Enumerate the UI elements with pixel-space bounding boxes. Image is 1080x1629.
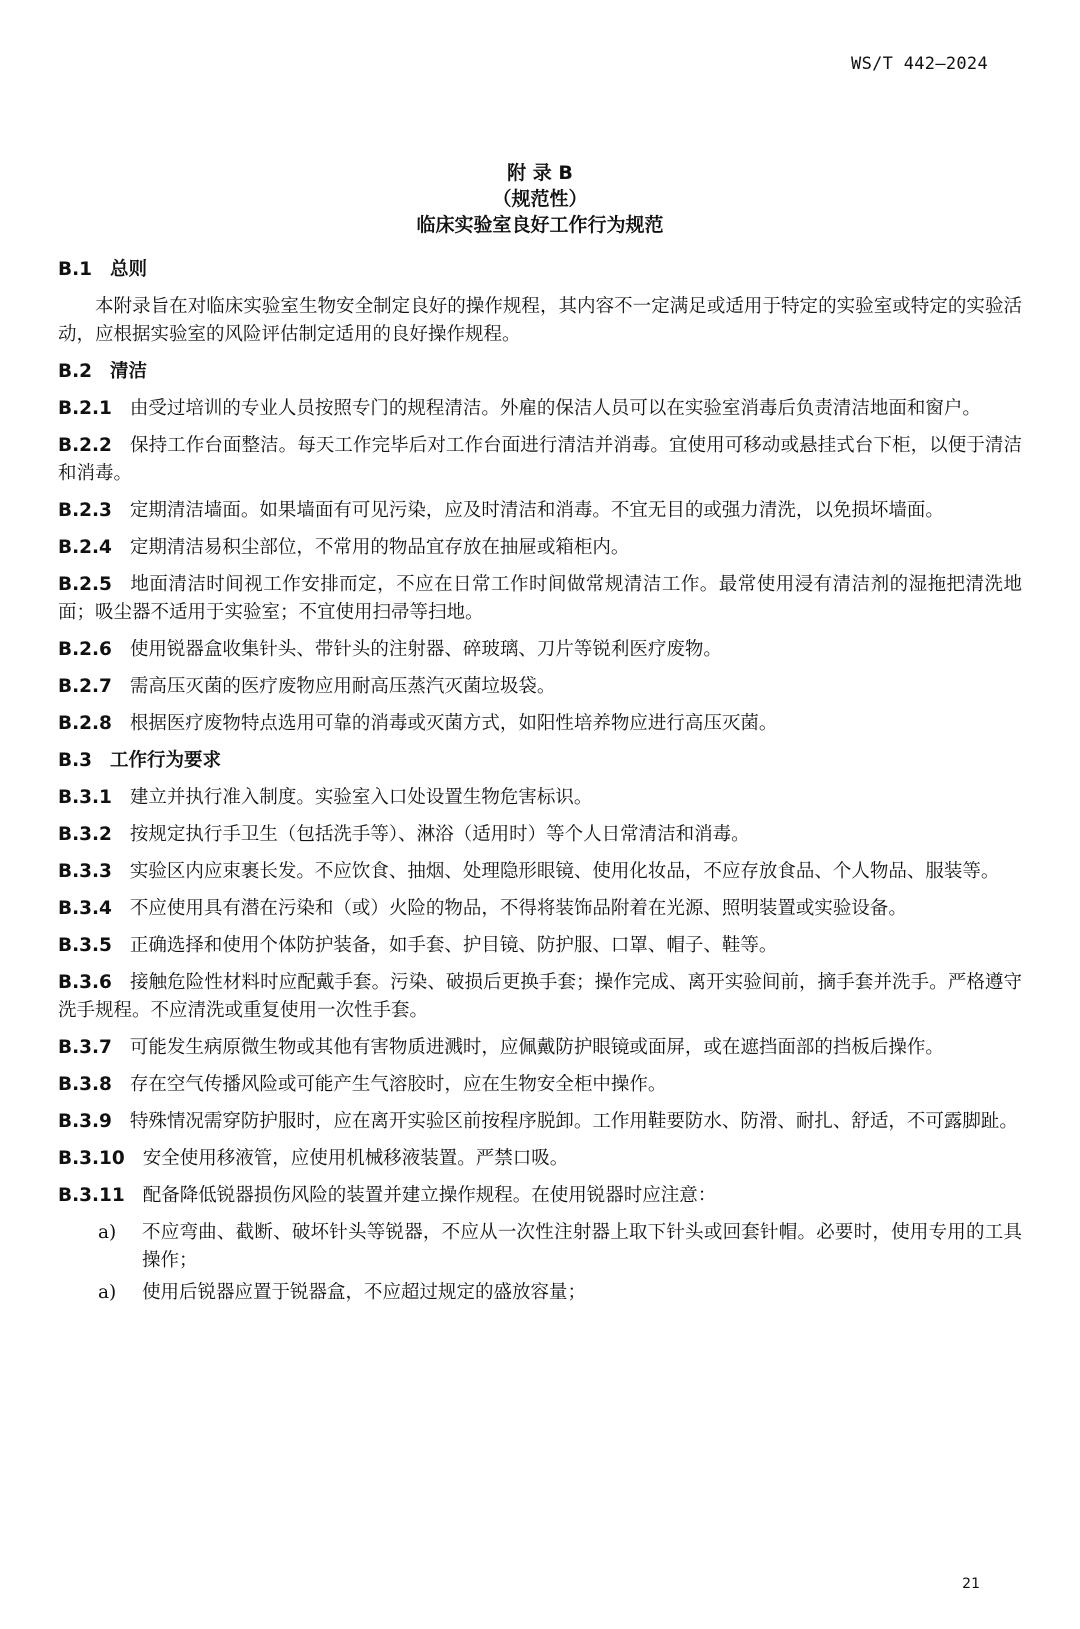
clause-text: 存在空气传播风险或可能产生气溶胶时，应在生物安全柜中操作。 — [129, 1074, 667, 1095]
clause-number: B.3.10 — [58, 1148, 125, 1169]
clause-paragraph — [58, 636, 1022, 664]
section-heading-b2 — [58, 358, 1022, 386]
clause-text: 配备降低锐器损伤风险的装置并建立操作规程。在使用锐器时应注意： — [142, 1185, 717, 1206]
clause-paragraph — [58, 571, 1022, 627]
clause-text: 按规定执行手卫生（包括洗手等）、淋浴（适用时）等个人日常清洁和消毒。 — [129, 824, 750, 845]
clause-text: 需高压灭菌的医疗废物应用耐高压蒸汽灭菌垃圾袋。 — [129, 676, 556, 697]
clause-number: B.2.5 — [58, 574, 112, 595]
clause-paragraph — [58, 534, 1022, 562]
clause-text: 根据医疗废物特点选用可靠的消毒或灭菌方式，如阳性培养物应进行高压灭菌。 — [129, 713, 778, 734]
section-heading-b1 — [58, 256, 1022, 284]
list-item-text: 不应弯曲、截断、破坏针头等锐器，不应从一次性注射器上取下针头或回套针帽。必要时，使用专用的工具操作； — [142, 1222, 1022, 1271]
appendix-label: 附 录 B — [507, 162, 573, 184]
clause-text: 使用锐器盒收集针头、带针头的注射器、碎玻璃、刀片等锐利医疗废物。 — [129, 639, 722, 660]
clause-text: 特殊情况需穿防护服时，应在离开实验区前按程序脱卸。工作用鞋要防水、防滑、耐扎、舒适，不可露脚趾。 — [129, 1111, 1018, 1132]
clause-text: 接触危险性材料时应配戴手套。污染、破损后更换手套；操作完成、离开实验间前，摘手套并洗手。严格遵守洗手规程。不应清洗或重复使用一次性手套。 — [58, 972, 1022, 1021]
clause-text: 安全使用移液管，应使用机械移液装置。严禁口吸。 — [142, 1148, 569, 1169]
clause-number: B.2.8 — [58, 713, 112, 734]
clause-number: B.3.5 — [58, 935, 112, 956]
section-heading-b3 — [58, 747, 1022, 775]
clause-paragraph — [58, 673, 1022, 701]
list-item — [58, 1219, 1022, 1275]
list-item — [58, 1279, 1022, 1307]
appendix-type: （规范性） — [492, 188, 588, 210]
appendix-title: 临床实验室良好工作行为规范 — [416, 214, 664, 236]
clause-number: B.2.4 — [58, 537, 112, 558]
section-title: 工作行为要求 — [110, 750, 222, 771]
clause-text: 定期清洁易积尘部位，不常用的物品宜存放在抽屉或箱柜内。 — [129, 537, 630, 558]
section-number: B.1 — [58, 259, 93, 280]
clause-number: B.2.6 — [58, 639, 112, 660]
list-marker: a) — [98, 1282, 117, 1303]
clause-paragraph — [58, 1108, 1022, 1136]
clause-text: 可能发生病原微生物或其他有害物质进溅时，应佩戴防护眼镜或面屏，或在遮挡面部的挡板后操作。 — [129, 1037, 944, 1058]
clause-number: B.3.6 — [58, 972, 112, 993]
clause-number: B.3.3 — [58, 861, 112, 882]
clause-paragraph — [58, 395, 1022, 423]
clause-text: 正确选择和使用个体防护装备，如手套、护目镜、防护服、口罩、帽子、鞋等。 — [129, 935, 778, 956]
section-title: 清洁 — [110, 361, 148, 382]
clause-number: B.3.7 — [58, 1037, 112, 1058]
clause-paragraph — [58, 784, 1022, 812]
clause-text: 定期清洁墙面。如果墙面有可见污染，应及时清洁和消毒。不宜无目的或强力清洗，以免损坏墙面。 — [129, 500, 944, 521]
clause-text: 由受过培训的专业人员按照专门的规程清洁。外雇的保洁人员可以在实验室消毒后负责清洁地面和窗户。 — [129, 398, 981, 419]
clause-number: B.2.1 — [58, 398, 112, 419]
clause-number: B.2.2 — [58, 435, 112, 456]
clause-text: 实验区内应束裹长发。不应饮食、抽烟、处理隐形眼镜、使用化妆品，不应存放食品、个人物品、服装等。 — [129, 861, 1000, 882]
clause-number: B.2.3 — [58, 500, 112, 521]
clause-number: B.3.2 — [58, 824, 112, 845]
clause-paragraph — [58, 710, 1022, 738]
clause-paragraph — [58, 432, 1022, 488]
clause-number: B.3.9 — [58, 1111, 112, 1132]
section-number: B.2 — [58, 361, 93, 382]
clause-paragraph — [58, 969, 1022, 1025]
clause-number: B.2.7 — [58, 676, 112, 697]
clause-paragraph — [58, 821, 1022, 849]
clause-paragraph — [58, 1145, 1022, 1173]
clause-number: B.3.4 — [58, 898, 112, 919]
clause-text: 保持工作台面整洁。每天工作完毕后对工作台面进行清洁并消毒。宜使用可移动或悬挂式台下柜，以便于清洁和消毒。 — [58, 435, 1022, 484]
clause-text: 地面清洁时间视工作安排而定，不应在日常工作时间做常规清洁工作。最常使用浸有清洁剂的湿拖把清洗地面；吸尘器不适用于实验室；不宜使用扫帚等扫地。 — [58, 574, 1022, 623]
list-marker: a) — [98, 1222, 117, 1243]
clause-number: B.3.1 — [58, 787, 112, 808]
clause-number: B.3.8 — [58, 1074, 112, 1095]
standard-code: WS/T 442—2024 — [851, 54, 988, 74]
clause-paragraph — [58, 497, 1022, 525]
section-intro-paragraph: 本附录旨在对临床实验室生物安全制定良好的操作规程，其内容不一定满足或适用于特定的实验室或特定的实验活动，应根据实验室的风险评估制定适用的良好操作规程。 — [58, 296, 1022, 345]
clause-number: B.3.11 — [58, 1185, 125, 1206]
clause-text: 不应使用具有潜在污染和（或）火险的物品，不得将装饰品附着在光源、照明装置或实验设备。 — [129, 898, 907, 919]
clause-paragraph — [58, 895, 1022, 923]
clause-paragraph — [58, 858, 1022, 886]
appendix-title-block — [0, 160, 1080, 238]
clause-paragraph — [58, 932, 1022, 960]
clause-paragraph — [58, 1182, 1022, 1210]
clause-text: 建立并执行准入制度。实验室入口处设置生物危害标识。 — [129, 787, 593, 808]
clause-paragraph — [58, 1034, 1022, 1062]
page-number: 21 — [962, 1576, 980, 1592]
list-item-text: 使用后锐器应置于锐器盒，不应超过规定的盛放容量； — [142, 1282, 587, 1303]
document-body — [58, 256, 1022, 1311]
section-number: B.3 — [58, 750, 93, 771]
section-title: 总则 — [110, 259, 148, 280]
clause-paragraph — [58, 1071, 1022, 1099]
